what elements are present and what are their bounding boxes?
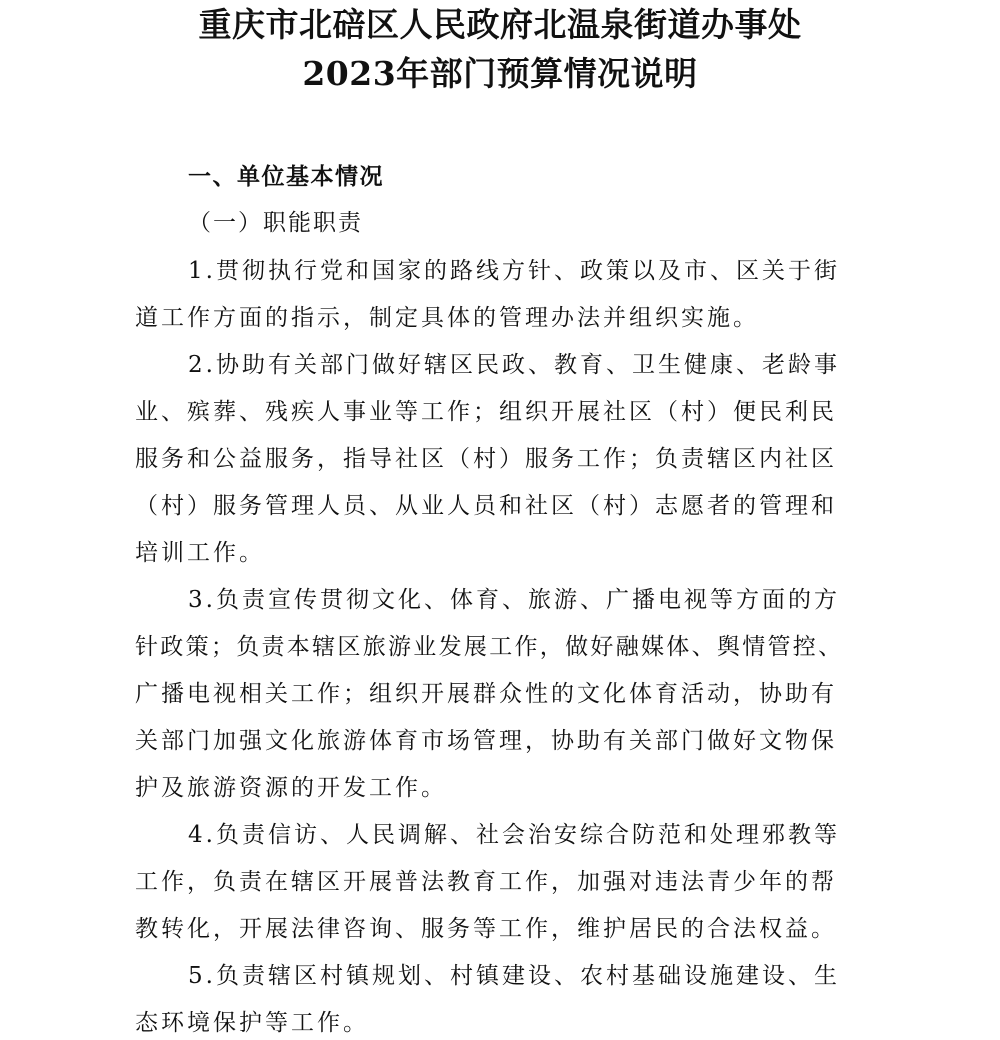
paragraph-5-line-1: 5.负责辖区村镇规划、村镇建设、农村基础设施建设、生	[188, 963, 840, 989]
paragraph-2-line-4: （村）服务管理人员、从业人员和社区（村）志愿者的管理和	[135, 493, 837, 519]
section-heading: 一、单位基本情况	[188, 164, 384, 190]
paragraph-3-line-5: 护及旅游资源的开发工作。	[135, 775, 447, 801]
paragraph-3-line-3: 广播电视相关工作；组织开展群众性的文化体育活动，协助有	[135, 681, 837, 707]
paragraph-3-line-4: 关部门加强文化旅游体育市场管理，协助有关部门做好文物保	[135, 728, 837, 754]
paragraph-2-line-3: 服务和公益服务，指导社区（村）服务工作；负责辖区内社区	[135, 446, 837, 472]
subsection-heading: （一）职能职责	[188, 210, 363, 236]
paragraph-5-line-2: 态环境保护等工作。	[135, 1010, 369, 1036]
paragraph-4-line-2: 工作，负责在辖区开展普法教育工作，加强对违法青少年的帮	[135, 869, 837, 895]
paragraph-1-line-1: 1.贯彻执行党和国家的路线方针、政策以及市、区关于街	[188, 258, 840, 284]
paragraph-2-line-1: 2.协助有关部门做好辖区民政、教育、卫生健康、老龄事	[188, 352, 840, 378]
paragraph-4-line-3: 教转化，开展法律咨询、服务等工作，维护居民的合法权益。	[135, 916, 837, 942]
paragraph-3-line-1: 3.负责宣传贯彻文化、体育、旅游、广播电视等方面的方	[188, 587, 840, 613]
paragraph-3-line-2: 针政策；负责本辖区旅游业发展工作，做好融媒体、舆情管控、	[135, 634, 844, 660]
document-title-line-2: 2023年部门预算情况说明	[302, 54, 698, 93]
paragraph-4-line-1: 4.负责信访、人民调解、社会治安综合防范和处理邪教等	[188, 822, 840, 848]
paragraph-2-line-2: 业、殡葬、残疾人事业等工作；组织开展社区（村）便民利民	[135, 399, 837, 425]
paragraph-1-line-2: 道工作方面的指示，制定具体的管理办法并组织实施。	[135, 305, 759, 331]
paragraph-2-line-5: 培训工作。	[135, 540, 265, 566]
document-title-line-1: 重庆市北碚区人民政府北温泉街道办事处	[198, 5, 802, 44]
